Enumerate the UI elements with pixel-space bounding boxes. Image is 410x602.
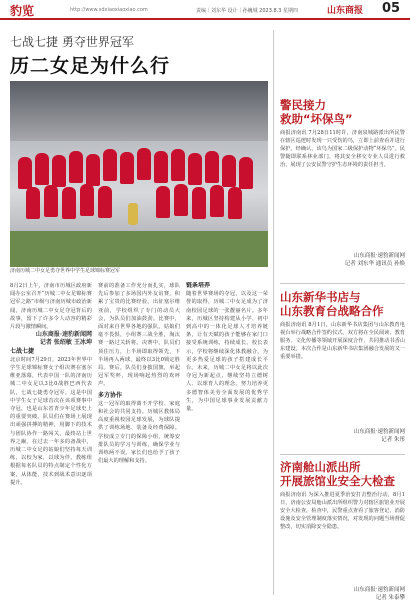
sidebar-story-3-byline: 山东商报·速豹新闻网 记者 朱泰攀 <box>353 587 405 601</box>
article-body-1: 北京时间7月29日，2023年世界中学生足球锦标赛女子组决赛在塞尔维亚落幕，代表中国一队的济南历城二中女足以3比0战胜巴西代表队，七战七捷勇夺冠军。这是中国中学生女子足球首次在该项赛事中夺冠，也是山东省青少年足球史上的重要突破。队员们在赛场上展现出顽强拼搏的精神，用脚下的技术与团队协作一路闯关，最终站上世界之巅。在过去一年多的备战中，历城二中女足的姑娘们坚持每天训练，以校为家，以球为伴。教练组根据每名队员的特点制定个性化方案，从体能、技术到战术意识逐项提升。 <box>10 356 92 486</box>
section-heading-1: 七战七捷 <box>10 347 35 355</box>
article-column-1 <box>10 282 92 595</box>
article-subhead: 七战七捷 勇夺世界冠军 <box>10 35 134 49</box>
section-heading-2: 多方协作 <box>98 391 123 399</box>
sidebar-story-2 <box>280 290 405 443</box>
sidebar-story-2-title-line2: 山东教育台战略合作 <box>280 304 384 318</box>
page-number: 05 <box>382 1 401 16</box>
team-photo <box>10 81 268 267</box>
photo-caption: 济南历城二中女足勇夺世界中学生足球锦标赛冠军 <box>10 268 121 274</box>
article-column-3 <box>186 282 268 595</box>
masthead-site: http://www.sdxiaoxiaoxiao.com <box>70 7 148 13</box>
sidebar-story-3-body: 商报济南讯 为深入推进夏季治安打击整治行动，8月1日，济南公安局舱山派出所组织警力对辖区旅馆业开展安全大检查。检查中，民警重点查看了旅客登记、消防设施及安全管理制度落实情况，对发现的问题当场督促整改，切实消除安全隐患。 <box>280 492 405 530</box>
byline-outlet: 山东商报·速豹新闻网 <box>35 331 92 339</box>
masthead-meta: 责编｜刘东华 设计｜孙巍城 2023.8.3 星期四 <box>196 8 299 14</box>
sidebar-story-2-body: 商报济南讯 8月1日，山东新华书店集团与山东教育电视台举行战略合作签约仪式。双方将在全民阅读、教育服务、文化传播等领域开展深度合作，共同推动书香山东建设。本次合作是山东新华书店集团融合发展的又一重要举措。 <box>280 322 405 360</box>
article-body-2b: 这一冠军的取得离不开学校、家庭和社会的共同支持。历城区教体局高度重视校园足球发展，为球队提供了训练场地、装备及经费保障。学校成立专门的保障小组，统筹安排队员的学习与训练，确保学业与训练两不误。家长们也给予了孩子们最大的理解和支持。 <box>98 400 180 465</box>
sidebar-divider-2 <box>280 454 405 455</box>
sidebar-story-1-title-line2: 救助“坏保鸟” <box>280 112 353 126</box>
article-column-2 <box>98 282 180 595</box>
team-players <box>18 139 260 229</box>
section-heading-3: 链条培养 <box>186 282 211 289</box>
sidebar-story-2-title-line1: 山东新华书店与 <box>280 290 361 304</box>
photo-grass <box>10 231 268 267</box>
sidebar-story-1 <box>280 98 405 267</box>
article-lead: 8月2日上午，济南市历城区政府新闻办公室召开“历城二中女足锦标赛冠军之路”市级与济南历城市政治新闻，济南历城二中女足夺冠背后的故事，留下了许多令人动容的精彩片段与激情瞬间。 <box>10 283 92 331</box>
sidebar-story-1-byline: 山东商报·速豹新闻网 记者 刘东华 通讯员 孙焕 <box>344 253 405 267</box>
article-body-2: 赛前的准备工作充分而扎实，球队先后参加了多场国内外友谊赛，积累了宝贵的比赛经验。出征塞尔维亚前，学校组织了专门的动员大会，为队员们加油鼓劲。比赛中，面对来自世界各地的强队，姑娘们毫不畏惧，小组赛三战全胜，淘汰赛一路过关斩将。决赛中，队员们顶住压力，上半场即取得领先，下半场再入两球，最终以3比0锁定胜局。赛后，队员们身披国旗，举起冠军奖杯，现场响起热烈的欢呼声。 <box>98 283 180 388</box>
masthead-paper-name: 山东商报 <box>327 6 364 16</box>
column-divider <box>273 30 274 595</box>
sidebar-story-3 <box>280 460 405 601</box>
sidebar-divider-1 <box>280 283 405 284</box>
article-headline: 历二女足为什么行 <box>10 55 171 77</box>
sidebar-story-3-title-line1: 济南舱山派出所 <box>280 460 361 474</box>
byline-reporters: 记者 张绍敏 王冰坤 <box>39 339 92 347</box>
masthead-logo: 豹览 <box>10 4 35 18</box>
masthead <box>0 0 410 20</box>
sidebar-story-2-byline: 山东商报·速豹新闻网 记者 朱彤 <box>353 429 405 443</box>
photo-banner <box>10 81 268 141</box>
article-body-3: 随着世界赛场的夺冠，以及这一荣誉的取得，历城二中女足成为了济南校园足球的一张靓丽名片。多年来，历城区坚持构建从小学、初中到高中的一体化足球人才培养链条，让有天赋的孩子能够在家门口接受系统训练，持续成长。校长表示，学校将继续深化体教融合，为更多热爱足球的孩子搭建成长平台。未来，历城二中女足将以此次夺冠为新起点，继续坚持立德树人、以球育人的理念，努力培养更多德智体美劳全面发展的优秀学生，为中国足球事业发展贡献力量。 <box>186 291 268 413</box>
sidebar-story-1-title-line1: 警民接力 <box>280 98 326 112</box>
trophy-icon <box>128 203 138 225</box>
sidebar-story-3-title-line2: 开展旅馆业安全大检查 <box>280 474 395 488</box>
sidebar-story-1-body: 商报济南讯 7月28日11时许，济南泉城路派出所民警在辖区巡逻时发现一只受伤的鸟，立即上前查看并进行保护。经确认，该鸟为国家二级保护动物“坏保鸟”。民警随即联系林业部门，将其安全移交专业人员进行救治，展现了公安民警守护生态环境的责任担当。 <box>280 130 405 168</box>
